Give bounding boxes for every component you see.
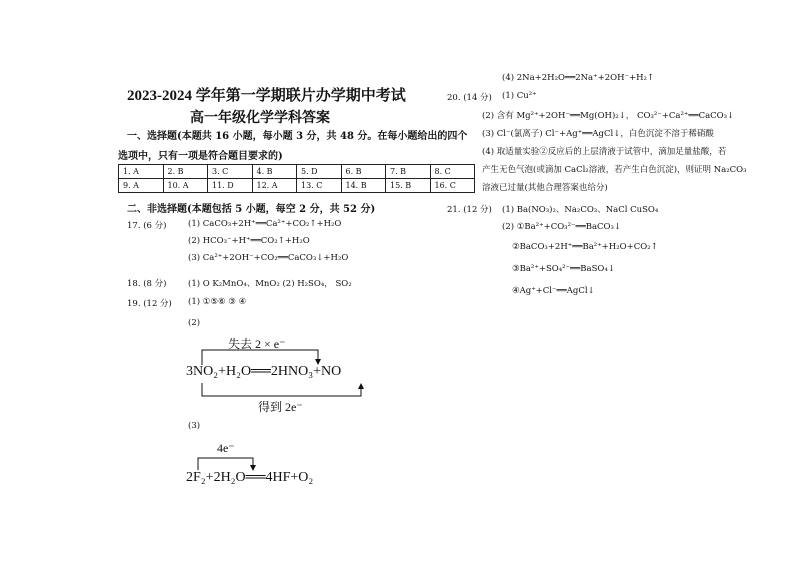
answer-cell: 7. B <box>386 165 431 179</box>
answer-cell: 5. D <box>297 165 342 179</box>
q18-label: 18. (8 分) <box>127 279 167 289</box>
right-line-4: (4) 2Na+2H₂O══2Na⁺+2OH⁻+H₂↑ <box>502 73 655 83</box>
electron-gain-label: 得到 2e⁻ <box>258 400 303 414</box>
q17-label: 17. (6 分) <box>127 221 167 231</box>
answer-cell: 11. D <box>208 179 253 193</box>
q19-part3-label: (3) <box>188 421 201 431</box>
answer-cell: 3. C <box>208 165 253 179</box>
q20-line4: (4) 取适量实验②反应后的上层清液于试管中，滴加足量盐酸，若 <box>482 147 727 157</box>
redox-equation-2: 2F₂+2H₂O══4HF+O₂ <box>186 470 314 485</box>
answer-cell: 12. A <box>252 179 297 193</box>
q18-answer: (1) O K₂MnO₄、MnO₂ (2) H₂SO₄， SO₂ <box>188 279 352 289</box>
q21-label: 21. (12 分) <box>447 205 492 215</box>
answer-cell: 8. C <box>430 165 475 179</box>
q20-line6: 溶液已过量(其他合理答案也给分) <box>482 183 608 193</box>
q19-part2-label: (2) <box>188 318 201 328</box>
q19-line1: (1) ①⑤⑥ ③ ④ <box>188 297 247 307</box>
q21-line3: ②BaCO₃+2H⁺══Ba²⁺+H₂O+CO₂↑ <box>512 242 658 252</box>
q21-line4: ③Ba²⁺+SO₄²⁻══BaSO₄↓ <box>512 264 615 274</box>
section1-heading-cont: 选项中，只有一项是符合题目要求的) <box>118 151 283 162</box>
page-subtitle: 高一年级化学学科答案 <box>190 110 330 126</box>
answer-cell: 15. B <box>386 179 431 193</box>
electron-gain-arrow <box>202 383 361 396</box>
answer-cell: 4. B <box>252 165 297 179</box>
electron-loss-label: 失去 2 × e⁻ <box>228 337 286 351</box>
page-title: 2023-2024 学年第一学期联片办学期中考试 <box>127 88 406 104</box>
q21-line1: (1) Ba(NO₃)₂、Na₂CO₃、NaCl CuSO₄ <box>502 205 659 215</box>
answer-cell: 2. B <box>163 165 208 179</box>
q17-line1: (1) CaCO₃+2H⁺══Ca²⁺+CO₂↑+H₂O <box>188 219 342 229</box>
q20-label: 20. (14 分) <box>447 93 492 103</box>
redox-equation-1: 3NO₂+H₂O══2HNO₃+NO <box>186 364 342 379</box>
q21-line2: (2) ①Ba²⁺+CO₃²⁻══BaCO₃↓ <box>502 222 622 232</box>
answer-cell: 14. B <box>341 179 386 193</box>
section2-heading: 二、非选择题(本题包括 5 小题，每空 2 分，共 52 分) <box>127 204 376 215</box>
answer-cell: 13. C <box>297 179 342 193</box>
q20-line1: (1) Cu²⁺ <box>502 91 537 101</box>
four-electron-arrow <box>198 458 253 470</box>
answer-cell: 6. B <box>341 165 386 179</box>
answer-cell: 9. A <box>119 179 164 193</box>
four-electron-label: 4e⁻ <box>217 441 235 455</box>
answer-cell: 10. A <box>163 179 208 193</box>
q20-line5: 产生无色气泡(或滴加 CaCl₂溶液，若产生白色沉淀)，则证明 Na₂CO₃ <box>482 165 747 175</box>
section1-heading: 一、选择题(本题共 16 小题，每小题 3 分，共 48 分。在每小题给出的四个 <box>127 131 468 142</box>
q17-line3: (3) Ca²⁺+2OH⁻+CO₂══CaCO₃↓+H₂O <box>188 253 349 263</box>
q20-line3: (3) Cl⁻(氯离子) Cl⁻+Ag⁺══AgCl↓，白色沉淀不溶于稀硝酸 <box>482 129 714 139</box>
answer-cell: 16. C <box>430 179 475 193</box>
q17-line2: (2) HCO₃⁻+H⁺══CO₂↑+H₂O <box>188 236 310 246</box>
q21-line5: ④Ag⁺+Cl⁻══AgCl↓ <box>512 286 595 296</box>
q20-line2: (2) 含有 Mg²⁺+2OH⁻══Mg(OH)₂↓， CO₃²⁻+Ca²⁺══CaCO₃↓ <box>482 111 735 121</box>
answer-cell: 1. A <box>119 165 164 179</box>
q19-label: 19. (12 分) <box>127 299 172 309</box>
electron-loss-arrow <box>202 350 318 365</box>
